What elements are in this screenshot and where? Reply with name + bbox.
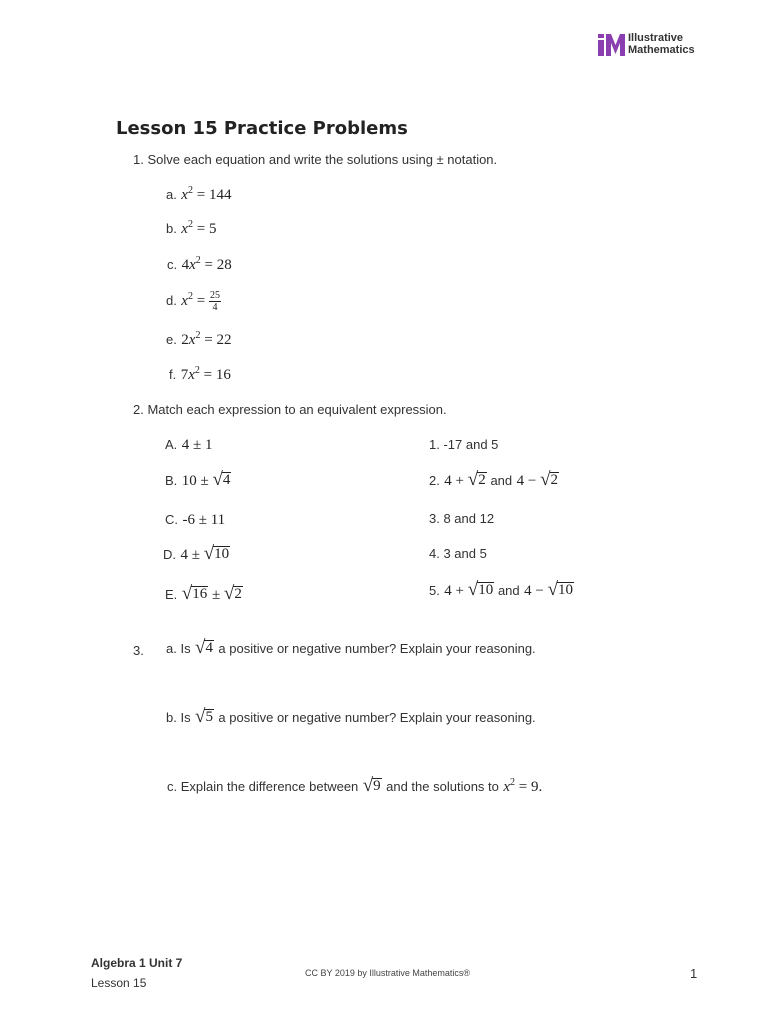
square-root: √ 4 (212, 469, 231, 490)
q3-number: 3. (133, 643, 144, 658)
q1-prompt: 1. Solve each equation and write the solutions using ± notation. (133, 152, 498, 167)
page-number: 1 (690, 966, 698, 981)
logo-line-1: Illustrative (628, 32, 684, 44)
square-root: √ 10 (467, 579, 494, 600)
item-label: e. (166, 332, 177, 347)
square-root: √ 2 (540, 469, 559, 490)
page-title: Lesson 15 Practice Problems (116, 118, 408, 139)
square-root: √ 10 (547, 579, 574, 600)
item-label: a. (166, 187, 177, 202)
im-logo-icon (598, 34, 625, 56)
q3-part-a: a. Is √ 4 a positive or negative number? Explain your reasoning. (166, 637, 536, 658)
footer-course: Algebra 1 Unit 7 (91, 956, 183, 970)
q2-left-c: C. -6 ± 11 (165, 512, 226, 528)
q2-right-4: 4. 3 and 5 (429, 546, 487, 561)
square-root: √ 2 (223, 583, 242, 604)
square-root: √ 2 (467, 469, 486, 490)
q3-part-c: c. Explain the difference between √ 9 and the solutions to $x^2 = 9$. (167, 775, 543, 796)
q2-right-1: 1. -17 and 5 (429, 437, 499, 452)
item-label: c. (167, 257, 178, 272)
q2-right-5: 5. 4 + √ 10 and 4 − √ 10 (429, 579, 574, 600)
item-label: d. (166, 292, 177, 308)
item-label: f. (169, 367, 177, 382)
q1-item-b: b. $x^2 = 5$ (166, 219, 217, 237)
square-root: √ 5 (195, 706, 213, 727)
q1-item-d: d. $x^2$ = $\frac{25}{4}$ (166, 290, 220, 313)
q2-left-d: D. 4 ± √ 10 (163, 543, 230, 564)
logo-wordmark (628, 32, 695, 56)
logo-line-2: Mathematics (628, 44, 695, 56)
square-root: √ 10 (203, 543, 230, 564)
fraction: $\frac{25}{4}$ (209, 290, 220, 313)
q2-right-3: 3. 8 and 12 (429, 511, 495, 526)
footer-lesson: Lesson 15 (91, 976, 147, 990)
item-label: b. (166, 221, 177, 236)
square-root: √ 16 (181, 583, 208, 604)
footer-license: CC BY 2019 by Illustrative Mathematics® (305, 968, 471, 978)
q1-item-a: a. $x^2 = 144$ (166, 185, 232, 203)
q1-item-c: c. $4x^2 = 28$ (167, 255, 232, 273)
square-root: √ 9 (362, 775, 381, 796)
q2-prompt: 2. Match each expression to an equivalent expression. (133, 402, 447, 417)
q2-left-a: A. 4 ± 1 (165, 437, 213, 453)
q2-right-2: 2. 4 + √ 2 and 4 − √ 2 (429, 469, 559, 490)
square-root: √ 4 (195, 637, 213, 658)
q2-left-b: B. 10 ± √ 4 (165, 469, 231, 490)
q2-left-e: E. √ 16 ± √ 2 (165, 583, 242, 604)
q3-part-b: b. Is √ 5 a positive or negative number? Explain your reasoning. (166, 706, 536, 727)
q1-item-e: e. $2x^2 = 22$ (166, 330, 232, 348)
q1-item-f: f. $7x^2 = 16$ (169, 365, 231, 383)
